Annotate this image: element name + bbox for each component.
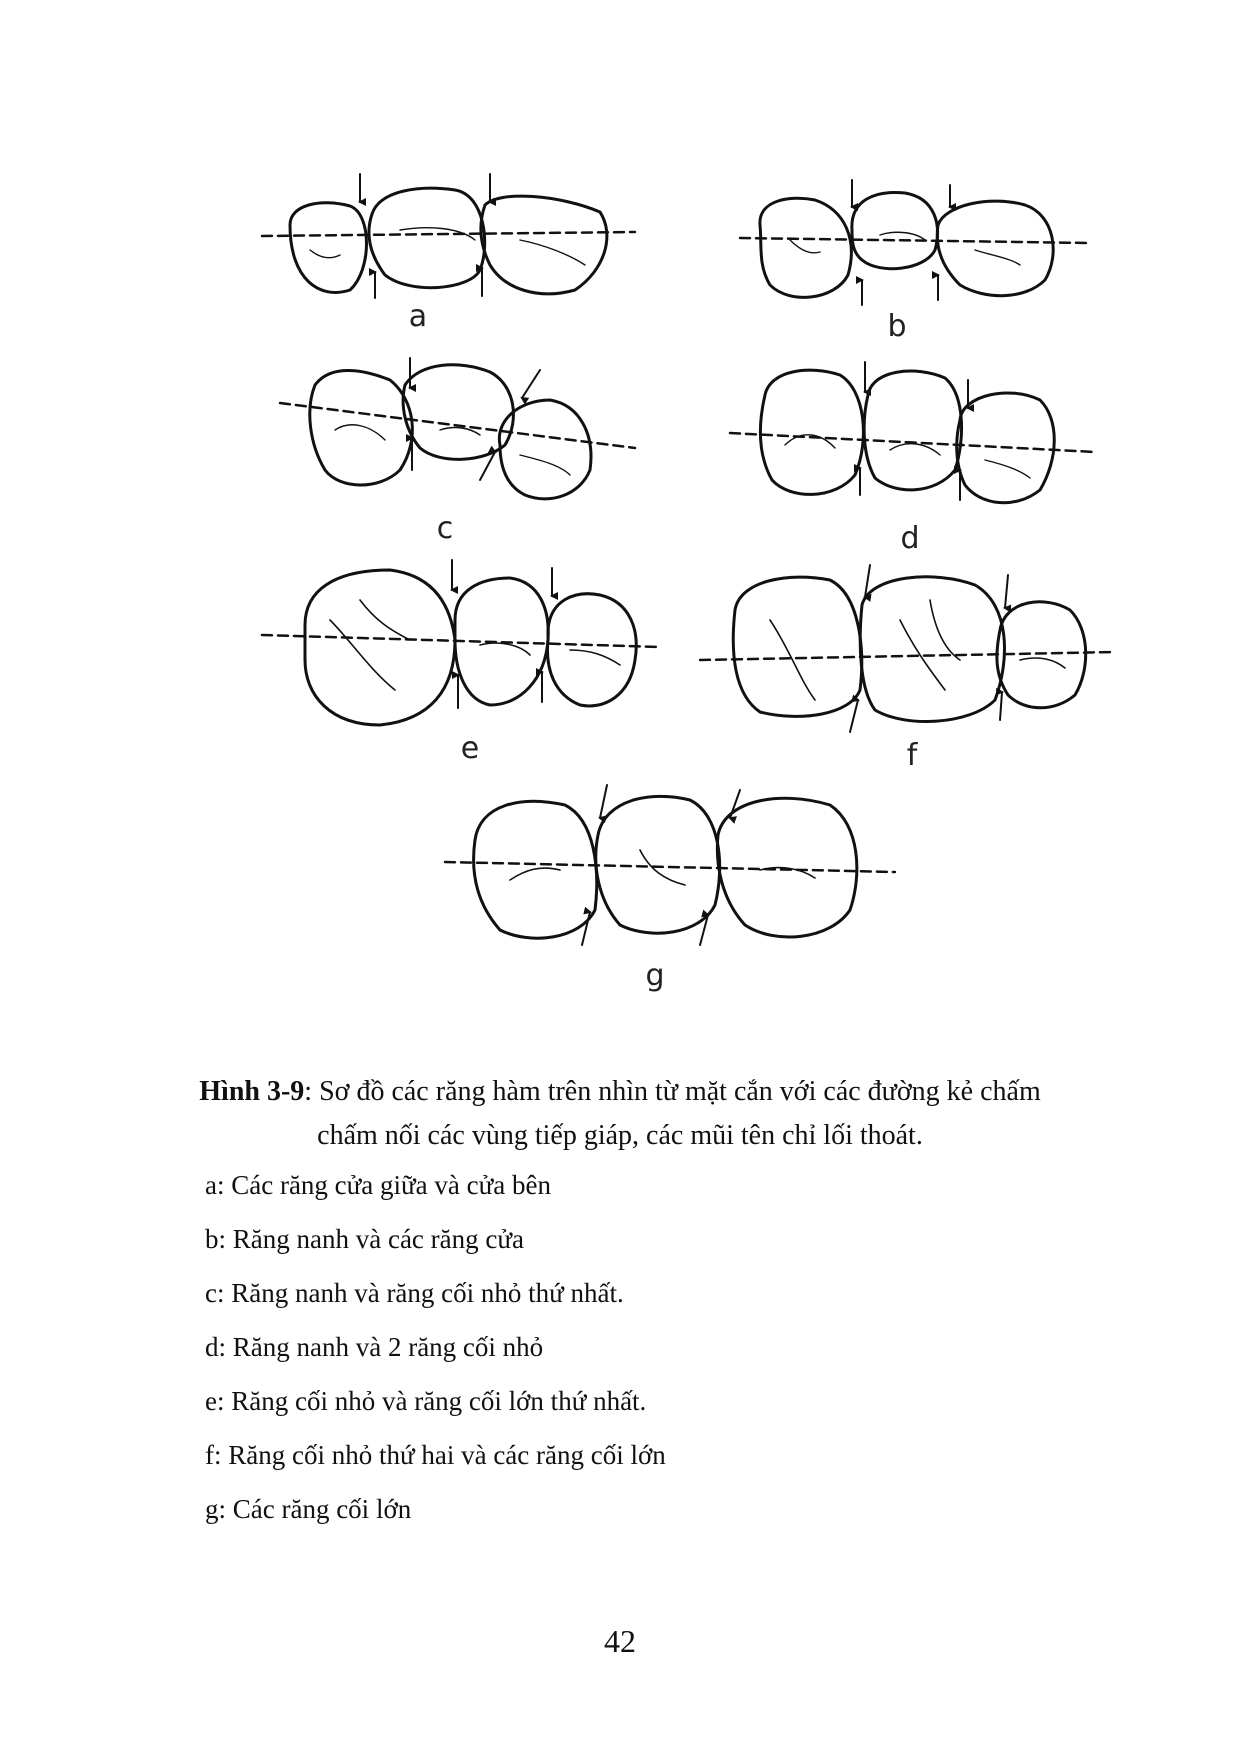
- panel-g-drawing: [445, 785, 895, 945]
- legend-item-e: e: Răng cối nhỏ và răng cối lớn thứ nhất.: [205, 1386, 647, 1416]
- panel-d-drawing: [730, 362, 1095, 503]
- caption-label: Hình 3-9: [199, 1076, 305, 1107]
- panel-a-label: a: [408, 299, 428, 334]
- caption-line-1: [0, 1070, 1240, 1114]
- legend-item-g: g: Các răng cối lớn: [205, 1494, 412, 1524]
- panel-c-drawing: [280, 358, 635, 499]
- figure-caption: [0, 1070, 1240, 1158]
- panel-e-drawing: [262, 560, 660, 725]
- panel-d-label: d: [900, 521, 920, 556]
- caption-text-2: chấm nối các vùng tiếp giáp, các mũi tên chỉ lối thoát.: [317, 1120, 923, 1151]
- panel-a-drawing: [262, 174, 635, 298]
- legend-item-b: b: Răng nanh và các răng cửa: [205, 1224, 524, 1254]
- panel-f-label: f: [906, 738, 918, 773]
- panel-e-label: e: [460, 731, 480, 766]
- legend-item-d: d: Răng nanh và 2 răng cối nhỏ: [205, 1332, 544, 1362]
- panel-b-drawing: [740, 180, 1090, 305]
- panel-g-label: g: [645, 958, 665, 993]
- panel-f-drawing: [700, 565, 1115, 732]
- legend-item-f: f: Răng cối nhỏ thứ hai và các răng cối lớn: [205, 1440, 666, 1470]
- panel-c-label: c: [436, 511, 454, 546]
- legend-item-a: a: Các răng cửa giữa và cửa bên: [205, 1170, 551, 1200]
- legend-item-c: c: Răng nanh và răng cối nhỏ thứ nhất.: [205, 1278, 624, 1308]
- panel-b-label: b: [887, 309, 907, 344]
- caption-text-1: : Sơ đồ các răng hàm trên nhìn từ mặt cắn với các đường kẻ chấm: [304, 1076, 1041, 1107]
- page-number: 42: [604, 1623, 636, 1659]
- panel-labels: [409, 299, 920, 993]
- legend-list: [205, 1168, 666, 1546]
